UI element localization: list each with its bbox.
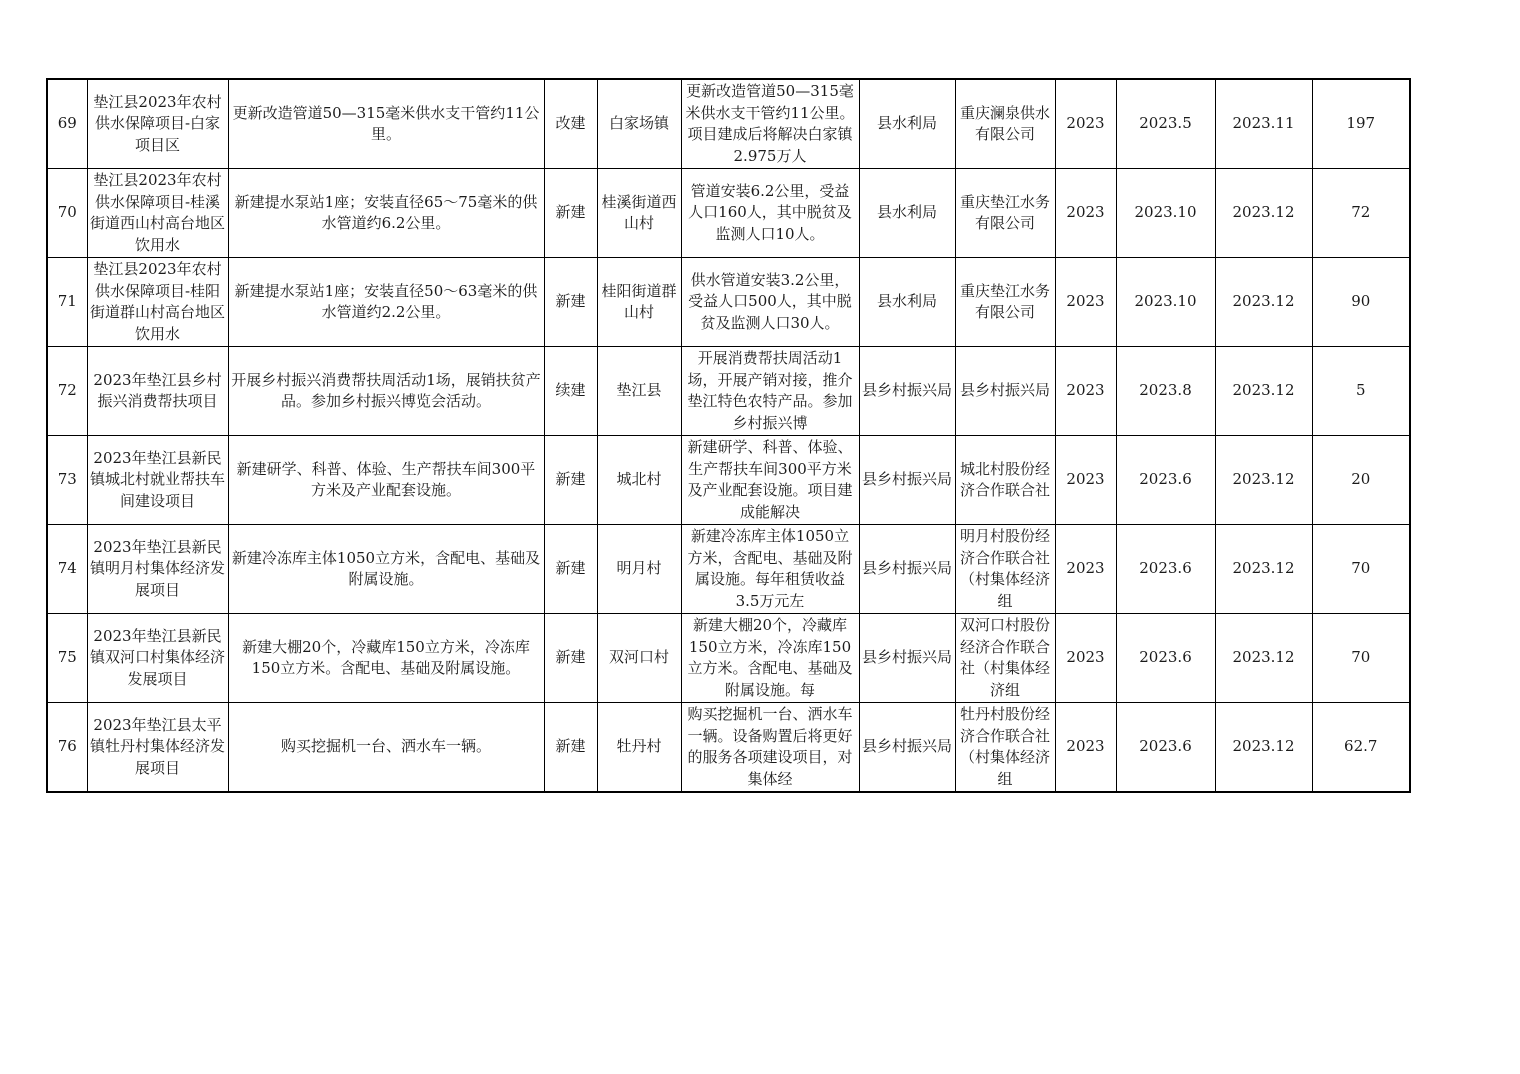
row-number: 70 [57,203,77,222]
row-number: 73 [57,470,77,489]
project-name: 2023年垫江县新民镇城北村就业帮扶车间建设项目 [89,448,225,510]
project-year: 2023 [1066,737,1105,756]
supervising-department-cell [859,79,955,169]
construction-type-cell [544,79,597,169]
construction-content-cell [228,169,544,258]
implementing-unit-cell [955,525,1055,614]
start-date: 2023.6 [1139,648,1192,667]
implementing-unit: 明月村股份经济合作联合社（村集体经济组 [959,527,1050,610]
supervising-department: 县乡村振兴局 [861,648,952,667]
supervising-department-cell [859,525,955,614]
construction-content: 新建大棚20个，冷藏库150立方米，冷冻库150立方米。含配电、基础及附属设施。 [242,637,530,677]
benefit-description-cell [681,169,859,258]
table-row [47,258,1410,347]
project-location: 桂阳街道群山村 [601,281,677,321]
end-date: 2023.12 [1232,292,1295,311]
supervising-department-cell [859,169,955,258]
benefit-description: 新建研学、科普、体验、生产帮扶车间300平方米及产业配套设施。项目建成能解决 [687,438,853,521]
construction-type-cell [544,347,597,436]
table-row [47,525,1410,614]
start-date: 2023.5 [1139,114,1192,133]
project-location: 牡丹村 [616,737,662,756]
supervising-department: 县水利局 [876,292,937,311]
project-year-cell [1055,703,1116,793]
funds-amount: 20 [1351,470,1371,489]
implementing-unit-cell [955,79,1055,169]
end-date-cell [1215,703,1312,793]
project-name-cell [87,703,228,793]
row-number-cell [47,347,87,436]
project-location: 垫江县 [616,381,662,400]
funds-amount-cell [1312,347,1410,436]
project-year: 2023 [1066,648,1105,667]
benefit-description: 供水管道安装3.2公里，受益人口500人，其中脱贫及监测人口30人。 [688,270,852,332]
table-row [47,169,1410,258]
project-year-cell [1055,169,1116,258]
project-year: 2023 [1066,470,1105,489]
project-location-cell [597,614,681,703]
construction-type-cell [544,169,597,258]
benefit-description-cell [681,347,859,436]
construction-content: 更新改造管道50—315毫米供水支干管约11公里。 [232,103,540,143]
supervising-department-cell [859,614,955,703]
supervising-department-cell [859,436,955,525]
construction-content-cell [228,703,544,793]
project-year-cell [1055,436,1116,525]
row-number: 69 [57,114,77,133]
project-name: 垫江县2023年农村供水保障项目-桂溪街道西山村高台地区饮用水 [89,171,225,254]
project-year-cell [1055,79,1116,169]
benefit-description: 开展消费帮扶周活动1场，开展产销对接，推介垫江特色农特产品。参加乡村振兴博 [687,349,853,432]
start-date-cell [1116,525,1215,614]
row-number-cell [47,79,87,169]
end-date-cell [1215,436,1312,525]
project-location: 白家场镇 [608,114,669,133]
benefit-description: 新建冷冻库主体1050立方米，含配电、基础及附属设施。每年租赁收益3.5万元左 [687,527,853,610]
project-year-cell [1055,525,1116,614]
row-number-cell [47,258,87,347]
end-date: 2023.12 [1232,559,1295,578]
supervising-department: 县乡村振兴局 [861,559,952,578]
construction-content: 购买挖掘机一台、洒水车一辆。 [280,737,491,756]
funds-amount: 197 [1346,114,1376,133]
construction-content-cell [228,525,544,614]
project-name-cell [87,525,228,614]
project-year: 2023 [1066,292,1105,311]
project-location-cell [597,347,681,436]
supervising-department: 县水利局 [876,203,937,222]
implementing-unit-cell [955,169,1055,258]
project-name-cell [87,258,228,347]
supervising-department-cell [859,703,955,793]
implementing-unit: 城北村股份经济合作联合社 [959,459,1050,499]
end-date-cell [1215,258,1312,347]
construction-type: 新建 [555,292,586,311]
start-date: 2023.6 [1139,737,1192,756]
benefit-description-cell [681,614,859,703]
end-date: 2023.11 [1232,114,1295,133]
end-date: 2023.12 [1232,737,1295,756]
start-date: 2023.10 [1134,203,1197,222]
supervising-department: 县乡村振兴局 [861,470,952,489]
end-date-cell [1215,79,1312,169]
construction-type-cell [544,258,597,347]
construction-content: 新建研学、科普、体验、生产帮扶车间300平方米及产业配套设施。 [236,459,536,499]
row-number-cell [47,525,87,614]
project-name: 垫江县2023年农村供水保障项目-白家项目区 [93,92,222,154]
project-location: 双河口村 [608,648,669,667]
construction-content-cell [228,436,544,525]
funds-amount: 70 [1351,559,1371,578]
supervising-department: 县乡村振兴局 [861,737,952,756]
construction-type: 新建 [555,648,586,667]
project-location-cell [597,169,681,258]
funds-amount: 5 [1355,381,1366,400]
project-location-cell [597,703,681,793]
project-year: 2023 [1066,114,1105,133]
project-name-cell [87,79,228,169]
implementing-unit-cell [955,258,1055,347]
funds-amount: 62.7 [1344,737,1378,756]
end-date: 2023.12 [1232,381,1295,400]
row-number: 76 [57,737,77,756]
supervising-department-cell [859,347,955,436]
construction-type: 新建 [555,737,586,756]
construction-type: 新建 [555,203,586,222]
project-name: 2023年垫江县新民镇明月村集体经济发展项目 [89,537,225,599]
start-date-cell [1116,169,1215,258]
funds-amount: 72 [1351,203,1371,222]
project-location: 城北村 [616,470,662,489]
benefit-description: 管道安装6.2公里，受益人口160人，其中脱贫及监测人口10人。 [688,181,852,243]
project-year: 2023 [1066,559,1105,578]
funds-amount-cell [1312,258,1410,347]
implementing-unit: 重庆澜泉供水有限公司 [959,103,1050,143]
project-location-cell [597,525,681,614]
start-date: 2023.10 [1134,292,1197,311]
project-name: 2023年垫江县太平镇牡丹村集体经济发展项目 [89,715,225,777]
implementing-unit-cell [955,436,1055,525]
row-number: 74 [57,559,77,578]
construction-content: 新建冷冻库主体1050立方米，含配电、基础及附属设施。 [231,548,541,588]
project-year: 2023 [1066,203,1105,222]
start-date: 2023.6 [1139,559,1192,578]
project-location-cell [597,258,681,347]
construction-content: 新建提水泵站1座；安装直径50～63毫米的供水管道约2.2公里。 [234,281,538,321]
implementing-unit: 县乡村振兴局 [959,381,1050,400]
funds-amount-cell [1312,703,1410,793]
construction-type: 改建 [555,114,586,133]
supervising-department: 县水利局 [876,114,937,133]
construction-type: 续建 [555,381,586,400]
implementing-unit-cell [955,347,1055,436]
project-table [46,78,1411,793]
funds-amount-cell [1312,614,1410,703]
funds-amount-cell [1312,436,1410,525]
project-year: 2023 [1066,381,1105,400]
construction-type-cell [544,525,597,614]
project-location-cell [597,436,681,525]
row-number: 72 [57,381,77,400]
benefit-description-cell [681,436,859,525]
construction-content-cell [228,258,544,347]
benefit-description: 新建大棚20个，冷藏库150立方米，冷冻库150立方米。含配电、基础及附属设施。每 [687,616,853,699]
project-location: 桂溪街道西山村 [601,192,677,232]
funds-amount-cell [1312,525,1410,614]
table-row [47,347,1410,436]
end-date-cell [1215,347,1312,436]
benefit-description-cell [681,703,859,793]
project-name-cell [87,614,228,703]
construction-type-cell [544,614,597,703]
start-date: 2023.6 [1139,470,1192,489]
table-row [47,703,1410,793]
start-date-cell [1116,79,1215,169]
project-year-cell [1055,258,1116,347]
end-date: 2023.12 [1232,648,1295,667]
row-number-cell [47,703,87,793]
benefit-description: 更新改造管道50—315毫米供水支干管约11公里。项目建成后将解决白家镇2.975万人 [685,82,855,165]
project-name-cell [87,169,228,258]
construction-type: 新建 [555,559,586,578]
implementing-unit: 双河口村股份经济合作联合社（村集体经济组 [959,616,1050,699]
row-number-cell [47,169,87,258]
funds-amount: 90 [1351,292,1371,311]
end-date-cell [1215,525,1312,614]
end-date-cell [1215,614,1312,703]
end-date: 2023.12 [1232,470,1295,489]
supervising-department-cell [859,258,955,347]
construction-type: 新建 [555,470,586,489]
benefit-description-cell [681,258,859,347]
project-name-cell [87,347,228,436]
project-name: 2023年垫江县新民镇双河口村集体经济发展项目 [89,626,225,688]
row-number-cell [47,436,87,525]
construction-content: 新建提水泵站1座；安装直径65～75毫米的供水管道约6.2公里。 [234,192,538,232]
project-year-cell [1055,614,1116,703]
funds-amount-cell [1312,79,1410,169]
implementing-unit: 重庆垫江水务有限公司 [959,281,1050,321]
implementing-unit: 重庆垫江水务有限公司 [959,192,1050,232]
end-date: 2023.12 [1232,203,1295,222]
start-date: 2023.8 [1139,381,1192,400]
start-date-cell [1116,347,1215,436]
construction-content-cell [228,79,544,169]
start-date-cell [1116,258,1215,347]
start-date-cell [1116,436,1215,525]
funds-amount-cell [1312,169,1410,258]
benefit-description-cell [681,79,859,169]
project-name-cell [87,436,228,525]
supervising-department: 县乡村振兴局 [861,381,952,400]
construction-type-cell [544,436,597,525]
row-number: 75 [57,648,77,667]
construction-content-cell [228,347,544,436]
project-year-cell [1055,347,1116,436]
benefit-description-cell [681,525,859,614]
table-row [47,436,1410,525]
end-date-cell [1215,169,1312,258]
implementing-unit-cell [955,703,1055,793]
start-date-cell [1116,614,1215,703]
construction-content-cell [228,614,544,703]
row-number-cell [47,614,87,703]
table-row [47,614,1410,703]
project-location-cell [597,79,681,169]
implementing-unit-cell [955,614,1055,703]
funds-amount: 70 [1351,648,1371,667]
start-date-cell [1116,703,1215,793]
row-number: 71 [57,292,77,311]
benefit-description: 购买挖掘机一台、洒水车一辆。设备购置后将更好的服务各项建设项目，对集体经 [687,705,853,788]
construction-type-cell [544,703,597,793]
construction-content: 开展乡村振兴消费帮扶周活动1场，展销扶贫产品。参加乡村振兴博览会活动。 [231,370,541,410]
project-name: 2023年垫江县乡村振兴消费帮扶项目 [93,370,222,410]
table-row [47,79,1410,169]
implementing-unit: 牡丹村股份经济合作联合社（村集体经济组 [959,705,1050,788]
project-name: 垫江县2023年农村供水保障项目-桂阳街道群山村高台地区饮用水 [89,260,225,343]
project-location: 明月村 [616,559,662,578]
